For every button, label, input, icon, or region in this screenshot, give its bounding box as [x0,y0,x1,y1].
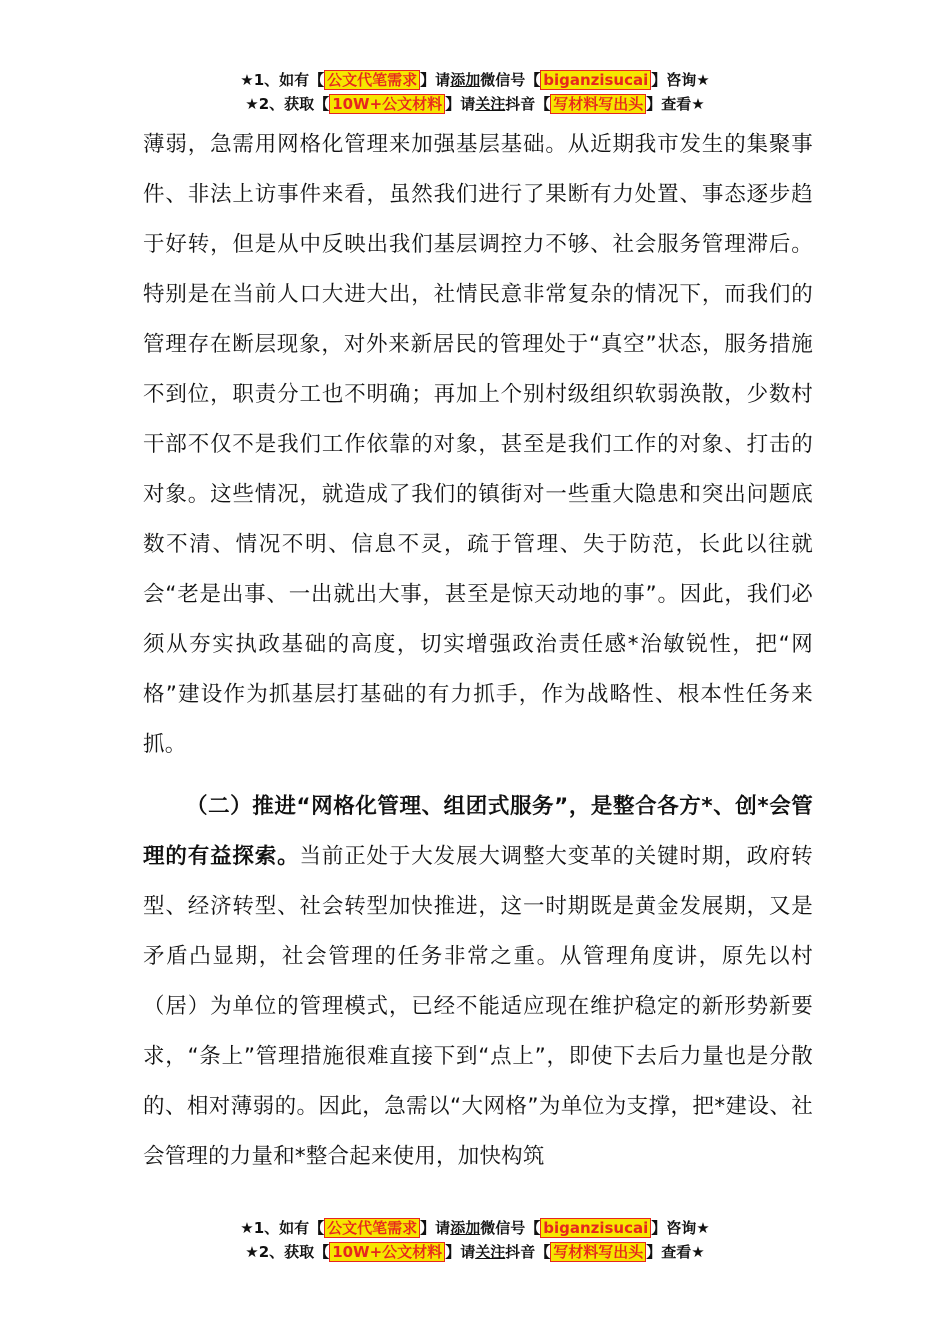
banner-text: 微信号【 [480,71,541,89]
banner-underline: 关注 [475,95,506,113]
banner-text: ★2、获取【 [245,95,330,113]
banner-underline: 关注 [475,1243,506,1261]
paragraph-1: 薄弱，急需用网格化管理来加强基层基础。从近期我市发生的集聚事件、非法上访事件来看，虽然我们进行了果断有力处置、事态逐步趋于好转，但是从中反映出我们基层调控力不够、社会服务管理滞后。特别是在当前人口大进大出，社情民意非常复杂的情况下，而我们的管理存在断层现象，对外来新居民的管理处于“真空”状态，服务措施不到位，职责分工也不明确；再加上个别村级组织软弱涣散，少数村干部不仅不是我们工作依靠的对象，甚至是我们工作的对象、打击的对象。这些情况，就造成了我们的镇街对一些重大隐患和突出问题底数不清、情况不明、信息不灵，疏于管理、失于防范，长此以往就会“老是出事、一出就出大事，甚至是惊天动地的事”。因此，我们必须从夯实执政基础的高度，切实增强政治责任感*治敏锐性，把“网格”建设作为抓基层打基础的有力抓手，作为战略性、根本性任务来抓。 [143,132,813,757]
highlight-service: 公文代笔需求 [324,70,420,90]
banner-line-2 [0,1240,950,1264]
banner-line-2 [0,92,950,116]
highlight-service: 公文代笔需求 [324,1218,420,1238]
section-heading: （二）推进“网格化管理、组团式服务”，是整合各方*、创*会管理的有益探索。 [143,794,813,869]
paragraph-2-text: 当前正处于大发展大调整大变革的关键时期，政府转型、经济转型、社会转型加快推进，这一时期既是黄金发展期，又是矛盾凸显期，社会管理的任务非常之重。从管理角度讲，原先以村（居）为单位的管理模式，已经不能适应现在维护稳定的新形势新要求，“条上”管理措施很难直接下到“点上”，即使下去后力量也是分散的、相对薄弱的。因此，急需以“大网格”为单位为支撑，把*建设、社会管理的力量和*整合起来使用，加快构筑 [143,844,813,1169]
banner-text: 抖音【 [505,95,551,113]
banner-text: ★2、获取【 [245,1243,330,1261]
banner-line-1 [0,68,950,92]
banner-underline: 添加 [450,71,481,89]
document-body [143,120,813,1182]
banner-text: 】查看★ [646,95,705,113]
banner-text: 抖音【 [505,1243,551,1261]
banner-underline: 添加 [450,1219,481,1237]
highlight-materials: 10W+公文材料 [329,94,445,114]
banner-text: ★1、如有【 [240,71,325,89]
paragraph-2 [143,782,813,1182]
banner-text: ★1、如有【 [240,1219,325,1237]
highlight-douyin: 写材料写出头 [550,1242,646,1262]
banner-text: 】请 [445,1243,476,1261]
banner-text: 微信号【 [480,1219,541,1237]
banner-text: 】请 [420,1219,451,1237]
banner-line-1 [0,1216,950,1240]
highlight-wechat: biganzisucai [540,70,651,90]
banner-text: 】请 [445,95,476,113]
banner-text: 】请 [420,71,451,89]
highlight-douyin: 写材料写出头 [550,94,646,114]
banner-text: 】咨询★ [651,71,710,89]
banner-text: 】咨询★ [651,1219,710,1237]
highlight-materials: 10W+公文材料 [329,1242,445,1262]
header-banner [0,68,950,116]
highlight-wechat: biganzisucai [540,1218,651,1238]
footer-banner [0,1216,950,1264]
banner-text: 】查看★ [646,1243,705,1261]
